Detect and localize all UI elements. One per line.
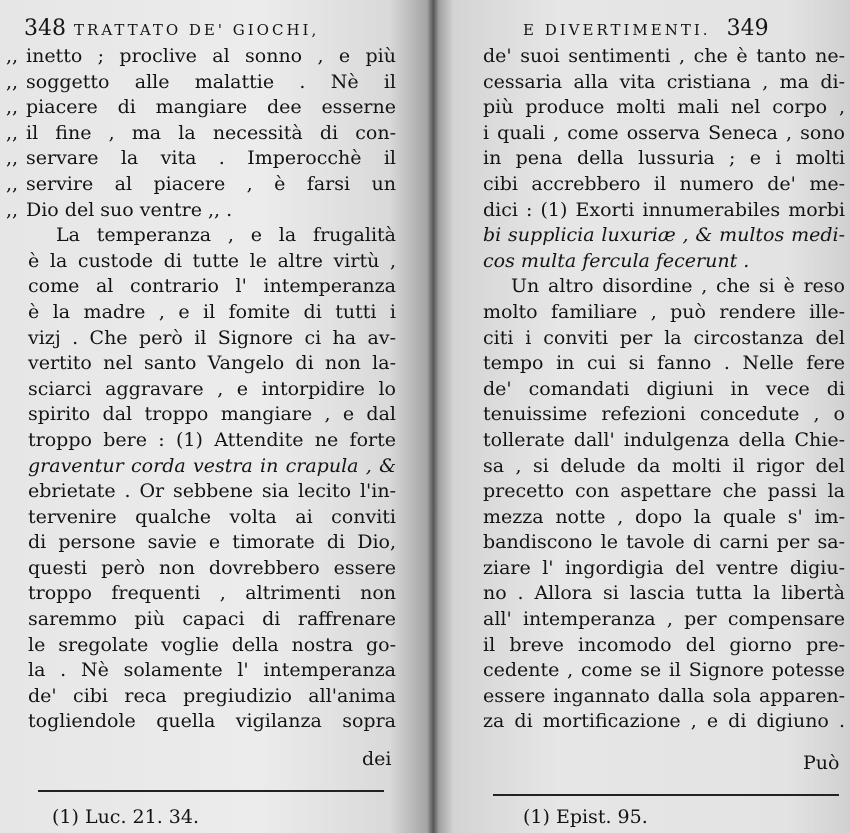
text-line: di persone savie e timorate di Dio, — [28, 531, 396, 554]
text-line: molto familiare , può rendere ille- — [483, 300, 845, 323]
text-line: precetto con aspettare che passi la — [483, 480, 845, 503]
right-body-text — [483, 44, 845, 735]
text-line: ,, piacere di mangiare dee esserne — [28, 95, 396, 121]
text-line: togliendole quella vigilanza sopra — [28, 710, 396, 733]
text-line: graventur corda vestra in crapula , & — [28, 454, 396, 477]
left-page-number: 348 — [24, 16, 66, 41]
text-line: ,, soggetto alle malattie . Nè il — [28, 70, 396, 96]
left-footnote-text: (1) Luc. 21. 34. — [52, 806, 199, 828]
text-line: sciarci aggravare , e intorpidire lo — [28, 377, 396, 400]
text-line: La temperanza , e la frugalità — [56, 224, 396, 247]
left-body-text — [28, 44, 396, 735]
text-line: cos multa fercula fecerunt . — [483, 249, 750, 272]
right-catchword: Può — [803, 752, 840, 774]
right-footnote-text: (1) Epist. 95. — [523, 806, 648, 828]
text-line: citi i conviti per la circostanza del — [483, 326, 845, 349]
right-page-number: 349 — [726, 16, 769, 41]
text-line: no . Allora si lascia tutta la libertà — [483, 582, 845, 605]
text-line: come al contrario l' intemperanza — [28, 275, 396, 298]
left-footnote — [52, 806, 199, 828]
right-footnote-rule — [493, 794, 839, 796]
text-line: i quali , come osserva Seneca , sono — [483, 121, 845, 144]
right-running-head — [523, 16, 769, 41]
text-line: tempo in cui si fanno . Nelle fere — [483, 352, 845, 375]
text-line: ,, il fine , ma la necessità di con- — [28, 121, 396, 147]
left-footnote-rule — [38, 790, 384, 792]
text-line: la . Nè solamente l' intemperanza — [28, 659, 396, 682]
text-line: saremmo più capaci di raffrenare — [28, 608, 396, 631]
text-line: troppo frequenti , altrimenti non — [28, 582, 396, 605]
text-line: Un altro disordine , che si è reso — [511, 275, 845, 298]
text-line: vizj . Che però il Signore ci ha av- — [28, 326, 396, 349]
text-line: all' intemperanza , per compensare — [483, 608, 845, 631]
text-line: cedente , come se il Signore potesse — [483, 659, 845, 682]
text-line: bandiscono le tavole di carni per sa- — [483, 531, 845, 554]
text-line: ebrietate . Or sebbene sia lecito l'in- — [28, 480, 396, 503]
text-line: questi però non dovrebbero essere — [28, 556, 396, 579]
text-line: de' cibi reca pregiudizio all'anima — [28, 684, 396, 707]
text-line: dici : (1) Exorti innumerabiles morbi — [483, 198, 845, 221]
text-line: è la madre , e il fomite di tutti i — [28, 300, 396, 323]
text-line: cibi accrebbero il numero de' me- — [483, 172, 845, 195]
text-line: troppo bere : (1) Attendite ne forte — [28, 428, 396, 451]
text-line: ,, servare la vita . Imperocchè il — [28, 146, 396, 172]
text-line: essere ingannato dalla sola apparen- — [483, 684, 845, 707]
text-line: ,, servire al piacere , è farsi un — [28, 172, 396, 198]
left-running-head — [24, 16, 319, 41]
text-line: ,, inetto ; proclive al sonno , e più — [28, 44, 396, 70]
text-line: le sregolate voglie della nostra go- — [28, 633, 396, 656]
left-catchword: dei — [362, 748, 392, 770]
right-page — [433, 0, 850, 833]
text-line: tenuissime refezioni concedute , o — [483, 403, 845, 426]
text-line: cessaria alla vita cristiana , ma di- — [483, 70, 845, 93]
text-line: de' comandati digiuni in vece di — [483, 377, 845, 400]
text-line: za di mortificazione , e di digiuno . — [483, 710, 845, 733]
text-line: è la custode di tutte le altre virtù , — [28, 249, 396, 272]
text-line: tollerate dall' indulgenza della Chie- — [483, 428, 845, 451]
text-line: vertito nel santo Vangelo di non la- — [28, 352, 396, 375]
text-line: ziare l' ingordigia del ventre digiu- — [483, 556, 845, 579]
text-line: spirito dal troppo mangiare , e dal — [28, 403, 396, 426]
text-line: sa , si delude da molti il rigor del — [483, 454, 845, 477]
text-line: ,, Dio del suo ventre ,, . — [28, 198, 396, 224]
book-gutter — [427, 0, 439, 833]
left-head-title: TRATTATO DE' GIOCHI, — [74, 21, 320, 39]
text-line: più produce molti mali nel corpo , — [483, 96, 845, 119]
right-head-title: E DIVERTIMENTI. — [523, 21, 711, 39]
text-line: il breve incomodo del giorno pre- — [483, 633, 845, 656]
text-line: bi supplicia luxuriæ , & multos medi- — [483, 224, 845, 247]
text-line: mezza notte , dopo la quale s' im- — [483, 505, 845, 528]
text-line: tervenire qualche volta ai conviti — [28, 505, 396, 528]
text-line: de' suoi sentimenti , che è tanto ne- — [483, 45, 845, 67]
right-footnote — [523, 806, 648, 828]
text-line: in pena della lussuria ; e i molti — [483, 147, 845, 170]
